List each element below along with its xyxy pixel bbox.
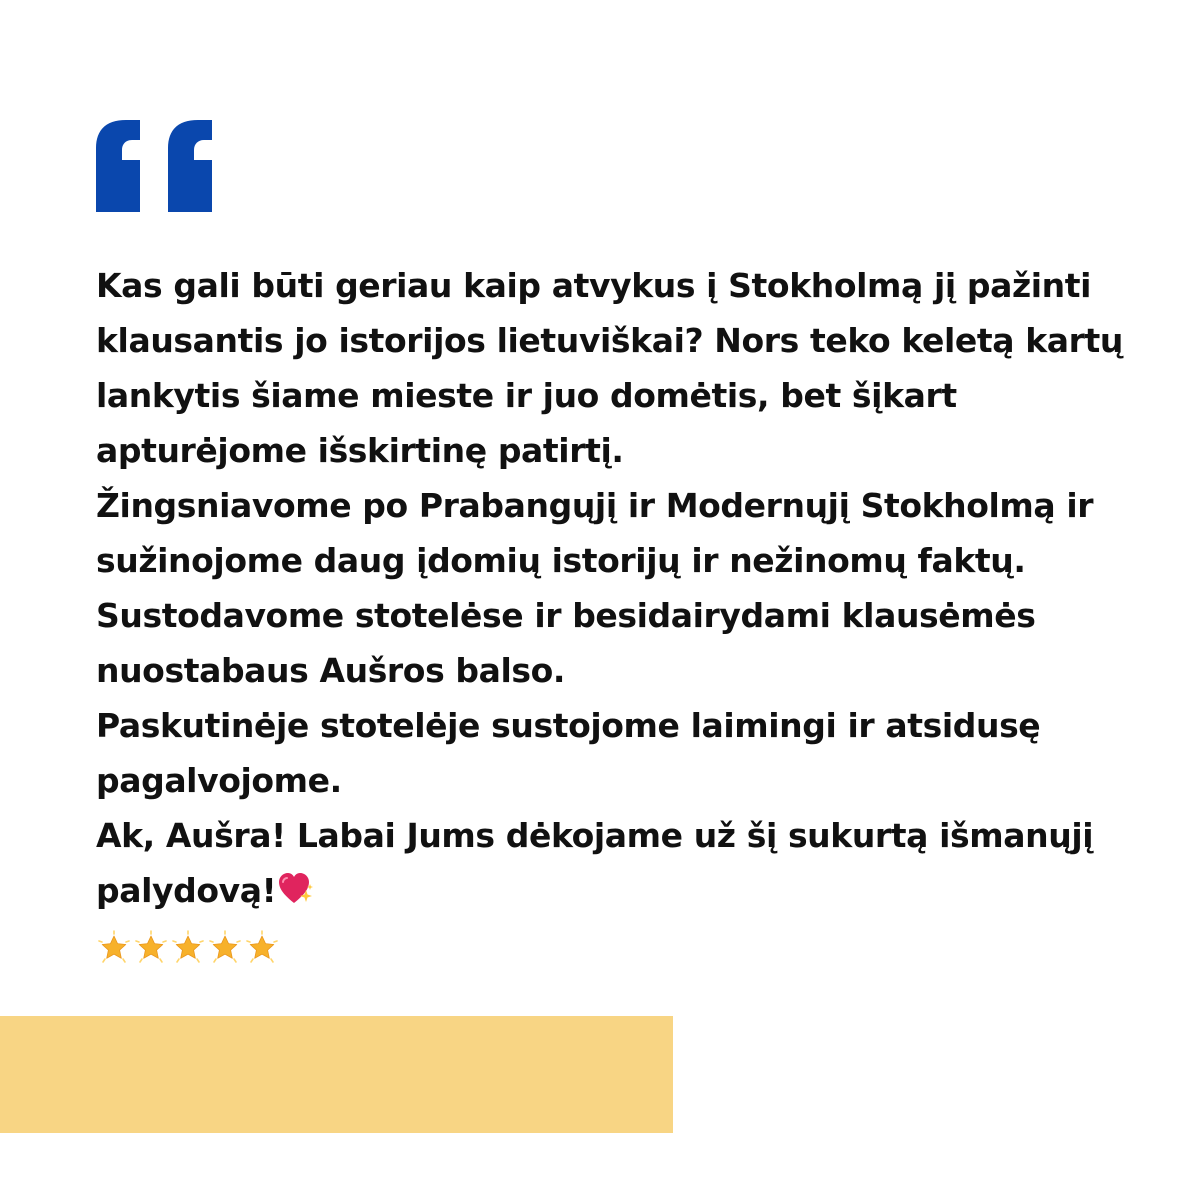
glowing-star-icon <box>133 930 169 966</box>
review-paragraph-3: Sustodavome stotelėse ir besidairydami klausėmės nuostabaus Aušros balso. <box>96 596 1036 690</box>
star-rating <box>96 930 280 966</box>
glowing-star-icon <box>244 930 280 966</box>
review-paragraph-4: Paskutinėje stotelėje sustojome laimingi ir atsidusę pagalvojome. <box>96 706 1041 800</box>
glowing-star-icon <box>170 930 206 966</box>
sparkling-heart-icon <box>278 872 314 906</box>
decorative-banner <box>0 1016 673 1133</box>
quote-mark-icon <box>96 120 216 212</box>
review-text <box>96 258 1166 918</box>
review-paragraph-2: Žingsniavome po Prabangųjį ir Modernųjį Stokholmą ir sužinojome daug įdomių istorijų ir nežinomų faktų. <box>96 486 1094 580</box>
glowing-star-icon <box>96 930 132 966</box>
review-paragraph-1: Kas gali būti geriau kaip atvykus į Stokholmą jį pažinti klausantis jo istorijos lietuviškai? Nors teko keletą kartų lankytis šiame mieste ir juo domėtis, bet šįkart apturėjome išskirtinę patirtį. <box>96 266 1124 470</box>
glowing-star-icon <box>207 930 243 966</box>
review-paragraph-5-text: Ak, Aušra! Labai Jums dėkojame už šį sukurtą išmanųjį palydovą! <box>96 816 1094 910</box>
review-paragraph-5 <box>96 808 1166 918</box>
